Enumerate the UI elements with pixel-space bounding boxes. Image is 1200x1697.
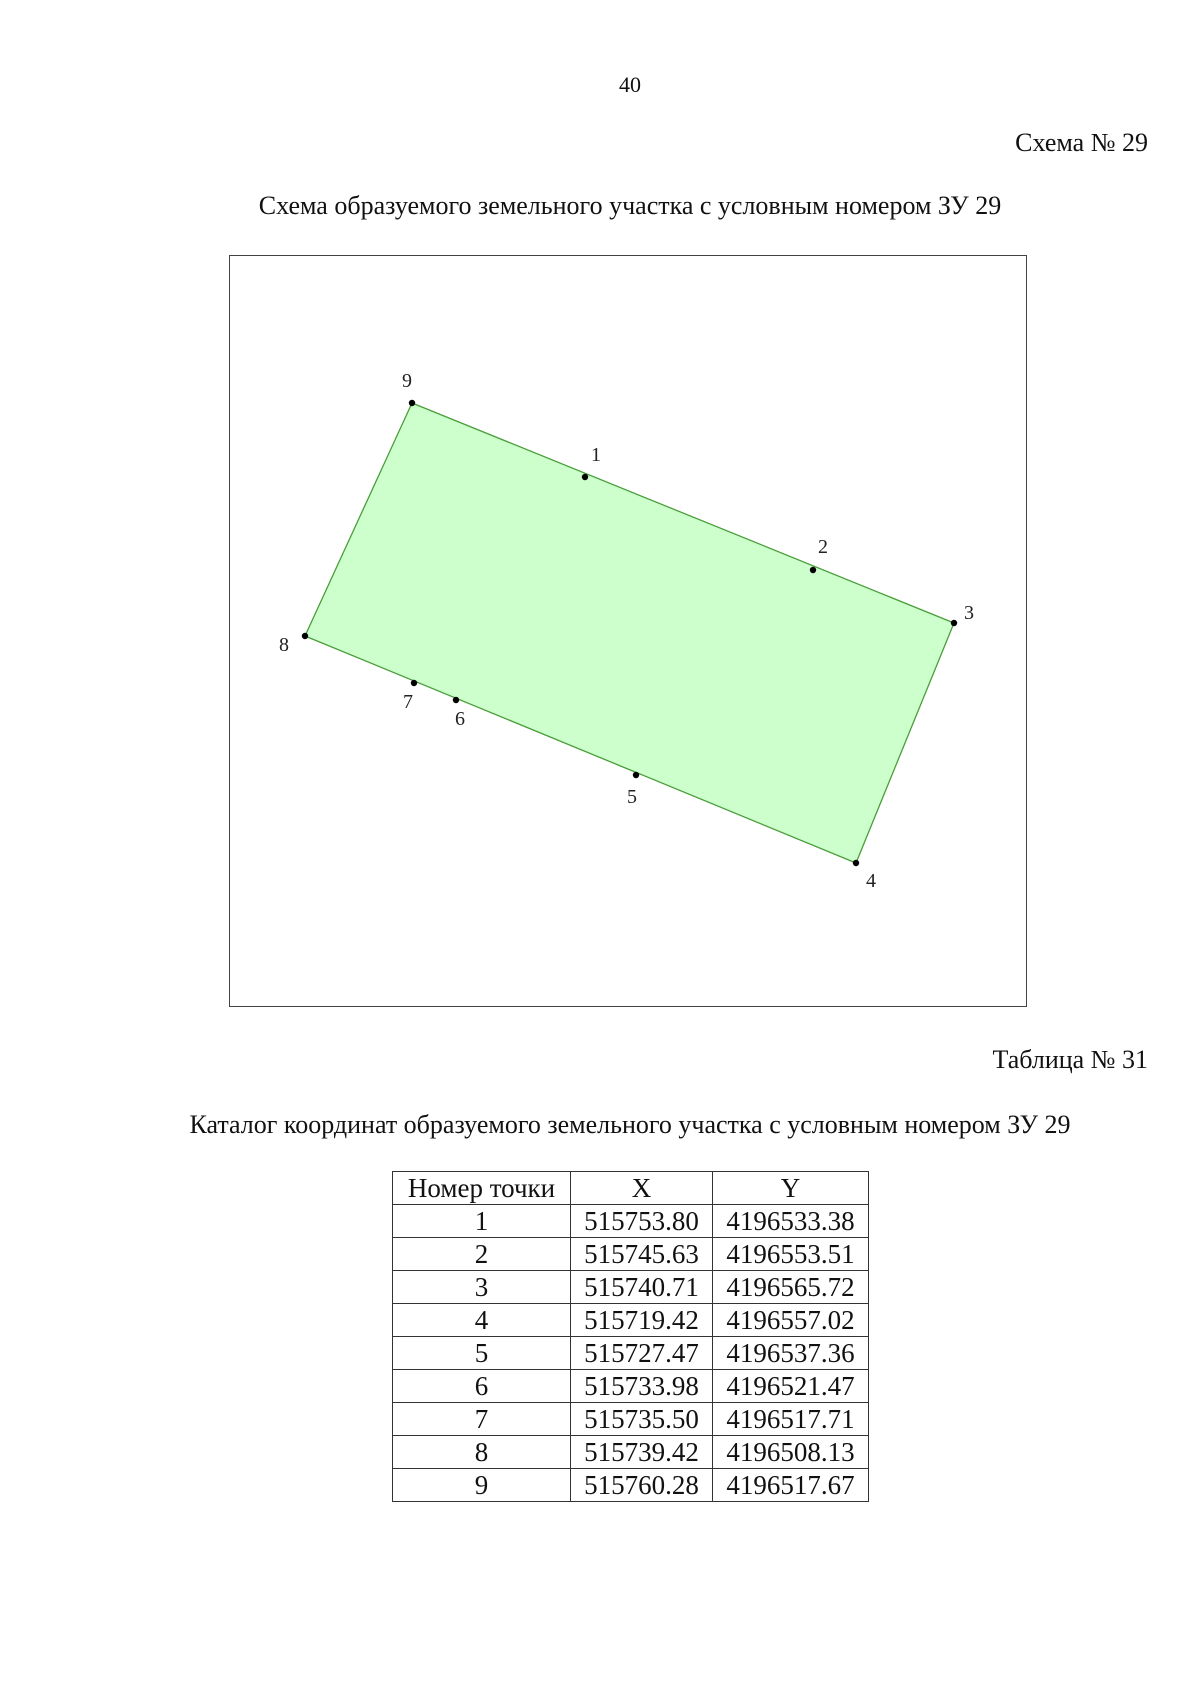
table-header-row (393, 1172, 869, 1205)
boundary-point-marker (582, 474, 588, 480)
cell-x: 515733.98 (571, 1370, 713, 1403)
table-row (393, 1304, 869, 1337)
header-x: X (571, 1172, 713, 1205)
cell-point-number: 7 (393, 1403, 571, 1436)
coordinates-table (392, 1171, 869, 1502)
cell-point-number: 3 (393, 1271, 571, 1304)
boundary-point-marker (633, 772, 639, 778)
cell-y: 4196517.67 (713, 1469, 869, 1502)
cell-point-number: 5 (393, 1337, 571, 1370)
land-plot-drawing (230, 256, 1028, 1008)
table-row (393, 1205, 869, 1238)
table-row (393, 1271, 869, 1304)
table-title: Каталог координат образуемого земельного участка с условным номером ЗУ 29 (189, 1110, 1071, 1139)
boundary-point-label: 9 (402, 370, 412, 392)
boundary-point-label: 8 (279, 634, 289, 656)
cell-x: 515735.50 (571, 1403, 713, 1436)
boundary-point-label: 1 (591, 444, 601, 466)
boundary-point-label: 2 (818, 536, 828, 558)
cell-y: 4196533.38 (713, 1205, 869, 1238)
boundary-point-label: 5 (627, 786, 637, 808)
table-row (393, 1469, 869, 1502)
header-point-number: Номер точки (393, 1172, 571, 1205)
table-row (393, 1337, 869, 1370)
boundary-point-marker (853, 860, 859, 866)
cell-x: 515740.71 (571, 1271, 713, 1304)
table-row (393, 1436, 869, 1469)
cell-point-number: 2 (393, 1238, 571, 1271)
boundary-point-marker (453, 697, 459, 703)
boundary-point-marker (810, 567, 816, 573)
boundary-point-label: 7 (403, 691, 413, 713)
cell-y: 4196521.47 (713, 1370, 869, 1403)
cell-y: 4196537.36 (713, 1337, 869, 1370)
table-row (393, 1403, 869, 1436)
cell-y: 4196553.51 (713, 1238, 869, 1271)
boundary-point-marker (411, 680, 417, 686)
page-number: 40 (619, 72, 641, 97)
cell-point-number: 6 (393, 1370, 571, 1403)
scheme-title: Схема образуемого земельного участка с условным номером ЗУ 29 (258, 191, 1002, 220)
cell-x: 515719.42 (571, 1304, 713, 1337)
header-y: Y (713, 1172, 869, 1205)
boundary-point-label: 4 (866, 870, 876, 892)
land-plot-map (229, 255, 1027, 1007)
cell-y: 4196565.72 (713, 1271, 869, 1304)
cell-x: 515739.42 (571, 1436, 713, 1469)
cell-x: 515760.28 (571, 1469, 713, 1502)
table-row (393, 1370, 869, 1403)
boundary-point-label: 3 (964, 602, 974, 624)
boundary-point-marker (951, 620, 957, 626)
cell-x: 515727.47 (571, 1337, 713, 1370)
cell-point-number: 8 (393, 1436, 571, 1469)
boundary-point-marker (302, 633, 308, 639)
cell-x: 515745.63 (571, 1238, 713, 1271)
cell-x: 515753.80 (571, 1205, 713, 1238)
cell-point-number: 4 (393, 1304, 571, 1337)
boundary-point-marker (409, 400, 415, 406)
cell-point-number: 1 (393, 1205, 571, 1238)
cell-y: 4196557.02 (713, 1304, 869, 1337)
boundary-point-label: 6 (455, 708, 465, 730)
cell-point-number: 9 (393, 1469, 571, 1502)
table-row (393, 1238, 869, 1271)
table-number: Таблица № 31 (992, 1045, 1148, 1074)
cell-y: 4196517.71 (713, 1403, 869, 1436)
scheme-number: Схема № 29 (1015, 128, 1148, 157)
cell-y: 4196508.13 (713, 1436, 869, 1469)
